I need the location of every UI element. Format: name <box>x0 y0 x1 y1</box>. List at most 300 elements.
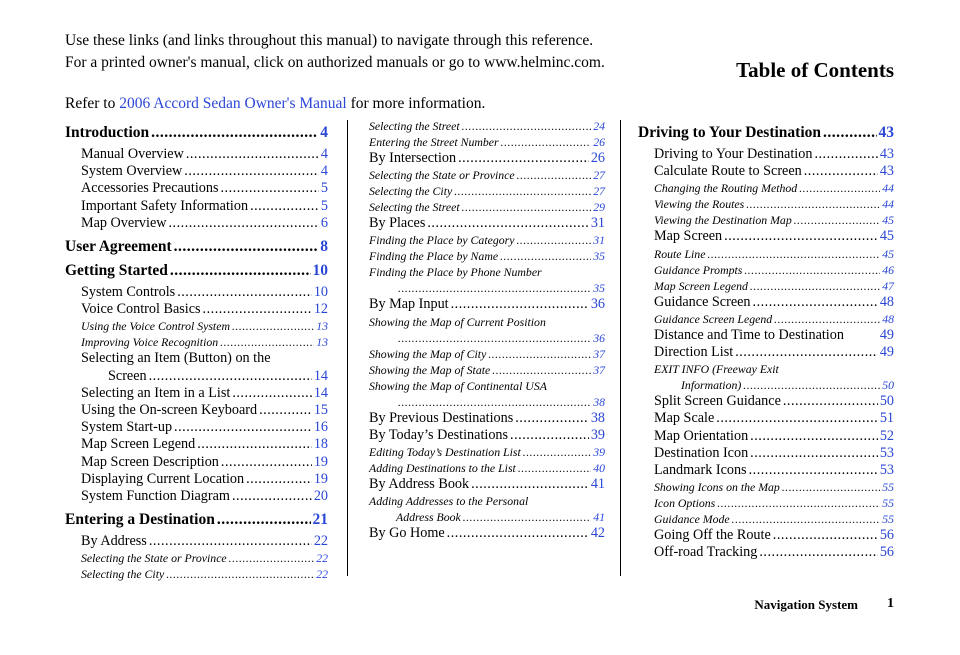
toc-entry-text: By Go Home <box>369 525 445 542</box>
toc-page-link[interactable]: 39 <box>593 445 605 460</box>
owners-manual-link[interactable]: 2006 Accord Sedan Owner's Manual <box>119 95 347 112</box>
dot-leader <box>516 232 591 248</box>
toc-entry[interactable] <box>638 377 894 393</box>
toc-entry[interactable] <box>638 393 894 410</box>
toc-entry[interactable] <box>369 280 605 296</box>
toc-entry-text: Viewing the Routes <box>654 197 745 212</box>
toc-entry[interactable] <box>65 198 328 215</box>
toc-entry-text: Introduction <box>65 124 150 141</box>
toc-page-link[interactable]: 44 <box>882 181 894 196</box>
dot-leader <box>149 533 312 550</box>
dot-leader <box>488 346 591 362</box>
toc-page-link[interactable]: 36 <box>590 296 605 313</box>
dot-leader <box>750 445 878 462</box>
dot-leader <box>759 544 877 561</box>
toc-page-link[interactable]: 10 <box>313 284 328 301</box>
toc-page-link[interactable]: 29 <box>593 200 605 215</box>
toc-entry-text: Driving to Your Destination <box>638 124 821 141</box>
toc-entry[interactable] <box>369 199 605 215</box>
dot-leader <box>500 248 591 264</box>
toc-page-link[interactable]: 5 <box>320 197 328 214</box>
toc-page-link[interactable]: 8 <box>320 238 328 256</box>
dot-leader <box>151 123 318 142</box>
toc-page-link[interactable]: 26 <box>593 135 605 149</box>
toc-page-link[interactable]: 19 <box>313 453 328 470</box>
toc-entry-text: By Places <box>369 215 426 232</box>
toc-entry-text: Entering a Destination <box>65 511 215 529</box>
toc-page-link[interactable]: 21 <box>312 511 328 529</box>
toc-page-link[interactable]: 53 <box>879 462 894 479</box>
toc-entry[interactable] <box>638 278 894 294</box>
toc-page-link[interactable]: 37 <box>593 362 605 377</box>
toc-entry-text[interactable]: Selecting an Item (Button) on the <box>81 350 271 367</box>
toc-page-link[interactable]: 55 <box>882 480 894 495</box>
dot-leader <box>463 509 591 525</box>
dot-leader <box>184 163 319 180</box>
dot-leader <box>427 215 588 232</box>
toc-entry-text: Direction List <box>654 344 734 361</box>
dot-leader <box>492 362 591 378</box>
toc-entry[interactable] <box>65 550 328 566</box>
dot-leader <box>259 402 312 419</box>
toc-page-link[interactable]: 47 <box>882 278 894 293</box>
dot-leader <box>743 377 880 393</box>
intro-text-line-1: Use these links (and links throughout this manual) to navigate through this reference. <box>65 32 594 49</box>
dot-leader <box>447 525 589 542</box>
toc-page-link[interactable]: 43 <box>879 146 894 162</box>
toc-entry-text: Route Line <box>654 246 706 261</box>
toc-entry[interactable] <box>65 566 328 582</box>
toc-entry-text[interactable]: Adding Addresses to the Personal <box>369 494 529 509</box>
dot-leader <box>462 118 592 134</box>
toc-entry[interactable] <box>369 362 605 378</box>
toc-entry-text: Editing Today’s Destination List <box>369 445 521 460</box>
toc-page-link[interactable]: 41 <box>593 510 605 525</box>
toc-page-link[interactable]: 13 <box>316 319 328 334</box>
toc-entry[interactable] <box>638 180 894 196</box>
dot-leader <box>753 294 878 311</box>
toc-page-link[interactable]: 4 <box>320 124 328 141</box>
dot-leader <box>773 527 878 544</box>
toc-entry-text: Screen <box>108 367 147 384</box>
toc-entry[interactable] <box>369 330 605 346</box>
dot-leader <box>501 134 592 150</box>
toc-page-link[interactable]: 53 <box>879 444 894 461</box>
toc-entry[interactable] <box>65 454 328 471</box>
toc-page-link[interactable]: 31 <box>593 233 605 248</box>
toc-entry-text: Map Screen Description <box>81 453 219 470</box>
toc-entry[interactable] <box>369 346 605 362</box>
toc-entry-text: Changing the Routing Method <box>654 181 798 196</box>
toc-page-link[interactable]: 50 <box>879 393 894 410</box>
toc-entry-text: By Map Input <box>369 296 449 313</box>
toc-page-link[interactable]: 4 <box>320 146 328 162</box>
toc-entry[interactable] <box>369 134 605 150</box>
toc-entry-text: System Controls <box>81 284 176 301</box>
toc-entry[interactable] <box>65 284 328 301</box>
toc-entry[interactable] <box>638 495 894 511</box>
toc-section-heading[interactable] <box>65 510 328 529</box>
toc-entry-text: Selecting the State or Province <box>81 551 227 566</box>
dot-leader <box>744 262 880 278</box>
toc-entry-text: System Start-up <box>81 419 173 436</box>
toc-page-link[interactable]: 51 <box>879 410 894 427</box>
toc-entry-text: Address Book <box>396 510 461 525</box>
toc-entry-text: Map Screen Legend <box>81 436 196 453</box>
dot-leader <box>203 301 312 318</box>
dot-leader <box>717 495 880 511</box>
intro-text-line-2: For a printed owner's manual, click on authorized manuals or go to www.helminc.com. <box>65 54 605 71</box>
toc-entry[interactable] <box>369 460 605 476</box>
dot-leader <box>451 296 589 313</box>
toc-page-link[interactable]: 14 <box>313 367 328 384</box>
toc-page-link[interactable]: 16 <box>313 419 328 436</box>
dot-leader <box>716 410 878 427</box>
toc-page-link[interactable]: 14 <box>313 384 328 401</box>
toc-entry-text: Driving to Your Destination <box>654 146 813 162</box>
page-title: Table of Contents <box>736 58 894 82</box>
toc-entry-text: Displaying Current Location <box>81 470 245 487</box>
toc-entry-text: Destination Icon <box>654 444 749 461</box>
toc-page-link[interactable]: 35 <box>593 249 605 264</box>
dot-leader <box>246 471 312 488</box>
toc-entry-text: Selecting the Street <box>369 119 460 133</box>
toc-entry-text: Selecting an Item in a List <box>81 384 231 401</box>
dot-leader <box>750 278 880 294</box>
toc-entry[interactable] <box>65 180 328 197</box>
dot-leader <box>166 566 314 582</box>
dot-leader <box>221 454 312 471</box>
toc-entry[interactable] <box>65 146 328 163</box>
toc-entry-text: Manual Overview <box>81 146 184 162</box>
toc-page-link[interactable]: 20 <box>313 488 328 505</box>
toc-entry[interactable] <box>65 419 328 436</box>
toc-entry[interactable] <box>369 394 605 410</box>
dot-leader <box>517 167 592 183</box>
toc-entry-text: Using the Voice Control System <box>81 319 230 334</box>
toc-entry-text: By Address Book <box>369 476 470 493</box>
toc-entry-text: Selecting the State or Province <box>369 168 515 183</box>
toc-entry[interactable] <box>369 150 605 167</box>
dot-leader <box>750 428 878 445</box>
toc-entry[interactable] <box>369 509 605 525</box>
refer-suffix: for more information. <box>346 95 486 112</box>
toc-page-link[interactable]: 40 <box>593 461 605 476</box>
dot-leader <box>170 261 311 280</box>
toc-entry-text: Accessories Precautions <box>81 180 219 197</box>
toc-page-link[interactable]: 36 <box>593 330 605 345</box>
toc-entry-text: Important Safety Information <box>81 197 249 214</box>
toc-page-link[interactable]: 38 <box>590 409 605 426</box>
toc-entry-text: System Overview <box>81 163 183 180</box>
toc-entry[interactable] <box>369 248 605 264</box>
toc-entry-text: Using the On-screen Keyboard <box>81 402 258 419</box>
toc-section-heading[interactable] <box>638 123 894 142</box>
toc-entry-text[interactable]: EXIT INFO (Freeway Exit <box>654 362 779 377</box>
toc-entry-text: By Previous Destinations <box>369 409 514 426</box>
toc-entry-text: Distance and Time to Destination <box>654 326 844 343</box>
toc-page-link[interactable]: 44 <box>882 197 894 212</box>
toc-page-link[interactable]: 18 <box>313 436 328 453</box>
toc-entry-text: By Intersection <box>369 150 457 166</box>
toc-entry[interactable] <box>369 296 605 313</box>
toc-page-link[interactable]: 56 <box>879 527 894 544</box>
toc-entry-text: Selecting the Street <box>369 200 460 215</box>
toc-entry-text: Getting Started <box>65 262 168 280</box>
footer-section-label: Navigation System <box>754 597 858 612</box>
toc-entry[interactable] <box>638 146 894 163</box>
dot-leader <box>799 180 880 196</box>
toc-entry-text: Finding the Place by Category <box>369 233 515 248</box>
refer-prefix: Refer to <box>65 95 120 112</box>
toc-entry-text: By Today’s Destinations <box>369 426 509 443</box>
toc-entry-text: Guidance Screen <box>654 293 751 310</box>
dot-leader <box>782 479 880 495</box>
dot-leader <box>783 393 878 410</box>
toc-entry[interactable] <box>369 167 605 183</box>
dot-leader <box>232 385 311 402</box>
toc-page-link[interactable]: 6 <box>320 214 328 231</box>
toc-entry[interactable] <box>638 196 894 212</box>
toc-entry-text: Going Off the Route <box>654 527 771 544</box>
toc-entry[interactable] <box>638 445 894 462</box>
toc-page-link[interactable]: 38 <box>593 394 605 409</box>
toc-page-link[interactable]: 49 <box>879 326 894 343</box>
toc-entry-text: Guidance Screen Legend <box>654 311 773 326</box>
dot-leader <box>398 330 591 346</box>
toc-entry[interactable] <box>638 511 894 527</box>
toc-page-link[interactable]: 10 <box>312 262 328 280</box>
toc-entry[interactable] <box>369 232 605 248</box>
toc-entry-text: Map Scale <box>654 410 715 427</box>
dot-leader <box>250 198 319 215</box>
toc-entry[interactable] <box>638 228 894 245</box>
toc-section-heading[interactable] <box>65 237 328 256</box>
dot-leader <box>177 284 312 301</box>
toc-entry[interactable] <box>65 215 328 232</box>
toc-entry-text: Showing Icons on the Map <box>654 480 780 495</box>
toc-entry[interactable] <box>638 246 894 262</box>
toc-column-3 <box>638 118 894 562</box>
toc-entry-text: Information) <box>681 378 742 393</box>
toc-page-link[interactable]: 52 <box>879 427 894 444</box>
toc-entry-text: Selecting the City <box>369 184 453 199</box>
toc-entry[interactable] <box>369 427 605 444</box>
toc-page-link[interactable]: 45 <box>882 246 894 261</box>
toc-entry[interactable] <box>65 334 328 350</box>
toc-entry-text: Icon Options <box>654 496 716 511</box>
toc-entry[interactable] <box>638 527 894 544</box>
toc-entry[interactable] <box>638 428 894 445</box>
toc-page-link[interactable]: 56 <box>879 544 894 561</box>
toc-page-link[interactable]: 48 <box>882 311 894 326</box>
toc-page-link[interactable]: 49 <box>879 344 894 361</box>
dot-leader <box>174 419 312 436</box>
toc-page-link[interactable]: 27 <box>593 184 605 199</box>
toc-entry[interactable] <box>638 344 894 361</box>
dot-leader <box>149 368 312 385</box>
toc-entry[interactable] <box>638 462 894 479</box>
dot-leader <box>221 180 319 197</box>
toc-entry[interactable] <box>369 444 605 460</box>
dot-leader <box>217 510 311 529</box>
toc-entry-text: Selecting the City <box>81 567 165 582</box>
dot-leader <box>174 237 319 256</box>
dot-leader <box>510 427 589 444</box>
toc-entry[interactable] <box>638 212 894 228</box>
toc-column-2 <box>369 118 605 542</box>
toc-page-link[interactable]: 27 <box>593 168 605 183</box>
toc-entry[interactable] <box>65 471 328 488</box>
dot-leader <box>724 228 878 245</box>
toc-entry[interactable] <box>638 294 894 311</box>
toc-page-link[interactable]: 55 <box>882 512 894 527</box>
dot-leader <box>735 344 878 361</box>
toc-entry[interactable] <box>65 318 328 334</box>
dot-leader <box>804 163 878 180</box>
toc-page-link[interactable]: 15 <box>313 402 328 419</box>
toc-entry-text: Guidance Prompts <box>654 262 743 277</box>
dot-leader <box>823 123 877 142</box>
toc-entry-text: System Function Diagram <box>81 488 230 505</box>
toc-entry[interactable] <box>65 301 328 318</box>
toc-page-link[interactable]: 35 <box>593 281 605 296</box>
dot-leader <box>169 215 319 232</box>
toc-entry[interactable] <box>638 410 894 427</box>
toc-entry[interactable] <box>65 533 328 550</box>
toc-page-link[interactable]: 19 <box>313 470 328 487</box>
toc-entry-text: Off-road Tracking <box>654 544 758 561</box>
toc-entry-text: Entering the Street Number <box>369 135 499 149</box>
dot-leader <box>398 280 591 296</box>
toc-page-link[interactable]: 48 <box>879 293 894 310</box>
toc-entry[interactable] <box>638 544 894 561</box>
toc-entry[interactable] <box>369 476 605 493</box>
toc-entry-text[interactable]: Showing the Map of Continental USA <box>369 378 547 393</box>
toc-entry-text: Voice Control Basics <box>81 301 201 318</box>
toc-entry-text[interactable]: Finding the Place by Phone Number <box>369 265 542 280</box>
toc-entry[interactable] <box>369 525 605 542</box>
toc-page-link[interactable]: 45 <box>882 213 894 228</box>
dot-leader <box>515 410 589 427</box>
toc-page-link[interactable]: 55 <box>882 496 894 511</box>
toc-entry-text: Showing the Map of State <box>369 362 491 377</box>
dot-leader <box>774 311 880 327</box>
dot-leader <box>794 212 880 228</box>
toc-entry-text: User Agreement <box>65 238 172 256</box>
column-divider-1 <box>347 120 348 576</box>
toc-entry-text: Viewing the Destination Map <box>654 213 792 228</box>
toc-entry[interactable] <box>65 385 328 402</box>
toc-entry[interactable] <box>65 436 328 453</box>
toc-page-link[interactable]: 42 <box>590 525 605 542</box>
toc-entry[interactable] <box>65 402 328 419</box>
toc-entry[interactable] <box>638 163 894 180</box>
toc-entry-text: Adding Destinations to the List <box>369 461 516 476</box>
column-divider-2 <box>620 120 621 576</box>
toc-entry[interactable] <box>638 327 894 344</box>
toc-section-heading[interactable] <box>65 123 328 142</box>
dot-leader <box>746 196 880 212</box>
toc-page-link[interactable]: 43 <box>879 163 894 180</box>
toc-page-link[interactable]: 37 <box>593 346 605 361</box>
toc-page-link[interactable]: 22 <box>313 533 328 550</box>
toc-page-link[interactable]: 39 <box>590 426 605 443</box>
toc-section-heading[interactable] <box>65 261 328 280</box>
dot-leader <box>220 334 314 350</box>
footer-page-number: 1 <box>887 596 894 611</box>
toc-entry[interactable] <box>65 488 328 505</box>
dot-leader <box>186 146 319 163</box>
toc-entry[interactable] <box>369 118 605 134</box>
toc-entry[interactable] <box>369 215 605 232</box>
toc-entry-text: Finding the Place by Name <box>369 249 499 264</box>
toc-page-link[interactable]: 31 <box>590 215 605 232</box>
toc-page-link[interactable]: 46 <box>882 262 894 277</box>
toc-page-link[interactable]: 22 <box>316 551 328 566</box>
toc-entry-text: By Address <box>81 533 147 550</box>
toc-entry-text: Map Orientation <box>654 427 749 444</box>
toc-page-link[interactable]: 5 <box>320 180 328 197</box>
toc-entry-text: Showing the Map of City <box>369 346 487 361</box>
toc-page-link[interactable]: 43 <box>878 124 894 141</box>
toc-entry[interactable] <box>65 368 328 385</box>
dot-leader <box>229 550 315 566</box>
toc-page-link[interactable]: 13 <box>316 335 328 350</box>
toc-entry[interactable] <box>638 262 894 278</box>
toc-page-link[interactable]: 22 <box>316 567 328 582</box>
dot-leader <box>707 246 880 262</box>
dot-leader <box>458 150 589 167</box>
toc-entry-text: Map Screen <box>654 228 723 245</box>
dot-leader <box>732 511 881 527</box>
toc-page-link[interactable]: 4 <box>320 163 328 180</box>
dot-leader <box>197 436 312 453</box>
dot-leader <box>232 318 314 334</box>
dot-leader <box>398 394 591 410</box>
toc-entry[interactable] <box>638 479 894 495</box>
toc-entry-text: Guidance Mode <box>654 512 730 527</box>
dot-leader <box>232 488 312 505</box>
dot-leader <box>454 183 591 199</box>
toc-entry-text: Split Screen Guidance <box>654 393 781 410</box>
toc-page-link[interactable]: 26 <box>590 150 605 166</box>
dot-leader <box>518 460 591 476</box>
toc-entry[interactable] <box>369 410 605 427</box>
dot-leader <box>462 199 592 215</box>
toc-page-link[interactable]: 12 <box>313 301 328 318</box>
toc-entry-text: Calculate Route to Screen <box>654 163 802 180</box>
toc-entry-text[interactable]: Showing the Map of Current Position <box>369 314 546 329</box>
refer-line <box>65 95 485 113</box>
toc-entry-text: Landmark Icons <box>654 462 747 479</box>
toc-entry-text: Improving Voice Recognition <box>81 335 219 350</box>
dot-leader <box>814 146 877 163</box>
toc-entry-text: Map Screen Legend <box>654 278 748 293</box>
toc-page-link[interactable]: 50 <box>882 378 894 393</box>
toc-entry[interactable] <box>638 311 894 327</box>
toc-column-1 <box>65 118 328 582</box>
dot-leader <box>471 476 589 493</box>
toc-page-link[interactable]: 24 <box>593 119 605 133</box>
dot-leader <box>749 462 878 479</box>
toc-entry-text: Map Overview <box>81 214 167 231</box>
toc-entry[interactable] <box>369 183 605 199</box>
toc-page-link[interactable]: 45 <box>879 228 894 245</box>
dot-leader <box>523 444 591 460</box>
toc-page-link[interactable]: 41 <box>590 476 605 493</box>
toc-entry[interactable] <box>65 163 328 180</box>
